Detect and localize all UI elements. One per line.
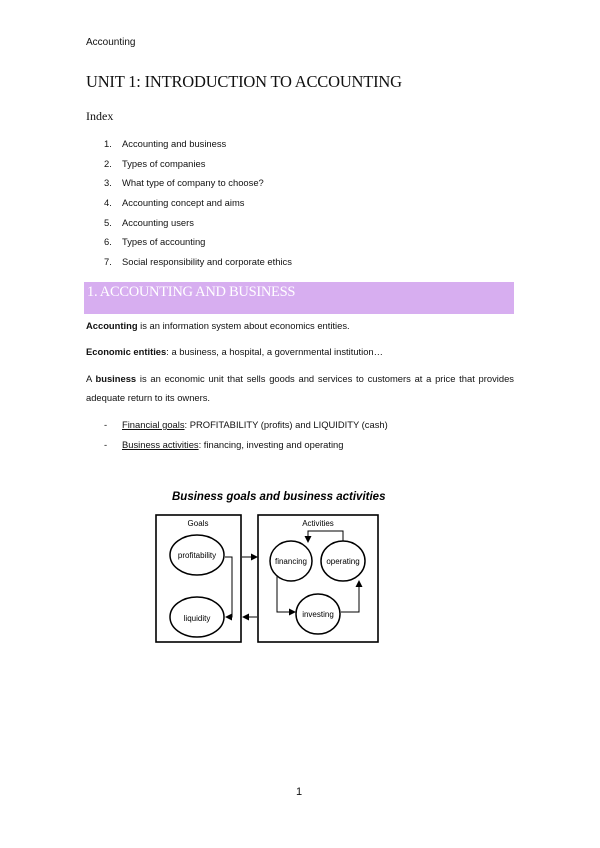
bullet-term: Financial goals xyxy=(122,419,185,430)
term-business: business xyxy=(95,373,137,384)
index-item xyxy=(104,176,292,196)
index-item xyxy=(104,196,292,216)
operating-to-financing-arrow xyxy=(308,531,343,542)
goals-label: Goals xyxy=(187,519,209,528)
index-item-number: 3. xyxy=(104,177,112,189)
index-item-text: What type of company to choose? xyxy=(122,177,264,189)
section-heading-band xyxy=(84,282,514,314)
index-item-text: Accounting users xyxy=(122,216,194,228)
bullet-dash: - xyxy=(104,419,108,430)
index-item xyxy=(104,157,292,177)
bullet-text: : PROFITABILITY (profits) and LIQUIDITY (cash) xyxy=(184,419,388,430)
index-item-number: 1. xyxy=(104,138,112,149)
profitability-label: profitability xyxy=(177,551,217,560)
paragraph-text: A xyxy=(86,373,96,384)
index-item-text: Types of companies xyxy=(122,157,206,169)
activities-label: Activities xyxy=(302,519,334,528)
index-item-text: Accounting and business xyxy=(122,138,227,149)
bullet-item xyxy=(104,418,388,438)
bullet-list xyxy=(104,418,388,458)
paragraph-business xyxy=(86,369,514,407)
investing-label: investing xyxy=(302,610,334,619)
index-item xyxy=(104,235,292,255)
diagram-title: Business goals and business activities xyxy=(172,491,386,503)
index-item-text: Accounting concept and aims xyxy=(122,197,245,209)
term-accounting: Accounting xyxy=(86,320,138,331)
index-item-number: 2. xyxy=(104,157,112,169)
index-list xyxy=(104,137,292,275)
liquidity-label: liquidity xyxy=(183,614,211,623)
profitability-to-liquidity-arrow xyxy=(225,557,232,617)
index-item-number: 5. xyxy=(104,216,112,228)
index-item-text: Types of accounting xyxy=(122,236,206,248)
business-goals-diagram xyxy=(150,484,470,649)
index-item-number: 6. xyxy=(104,236,112,248)
financing-label: financing xyxy=(274,557,308,566)
running-header: Accounting xyxy=(86,37,136,48)
section-heading: 1. ACCOUNTING AND BUSINESS xyxy=(87,284,296,300)
index-item-number: 4. xyxy=(104,197,112,209)
unit-title: UNIT 1: INTRODUCTION TO ACCOUNTING xyxy=(86,72,402,91)
page-number: 1 xyxy=(296,786,303,798)
paragraph-text: is an information system about economics entities. xyxy=(137,320,350,331)
bullet-item xyxy=(104,438,388,458)
bullet-text: : financing, investing and operating xyxy=(198,439,344,450)
paragraph-text: is an economic unit that sells goods and services to customers at a price that provides adequate return to its owners. xyxy=(86,373,514,403)
investing-to-operating-arrow xyxy=(341,581,359,612)
operating-label: operating xyxy=(326,557,360,566)
index-item xyxy=(104,255,292,275)
paragraph-text: : a business, a hospital, a governmental institution… xyxy=(166,346,384,357)
paragraph-accounting xyxy=(86,316,514,335)
bullet-dash: - xyxy=(104,439,108,450)
index-item xyxy=(104,137,292,157)
paragraph-economic-entities xyxy=(86,342,514,361)
index-label: Index xyxy=(86,109,114,123)
index-item xyxy=(104,216,292,236)
index-item-text: Social responsibility and corporate ethics xyxy=(122,256,292,268)
term-economic-entities: Economic entities xyxy=(86,346,167,357)
index-item-number: 7. xyxy=(104,256,112,268)
bullet-term: Business activities xyxy=(122,439,199,450)
